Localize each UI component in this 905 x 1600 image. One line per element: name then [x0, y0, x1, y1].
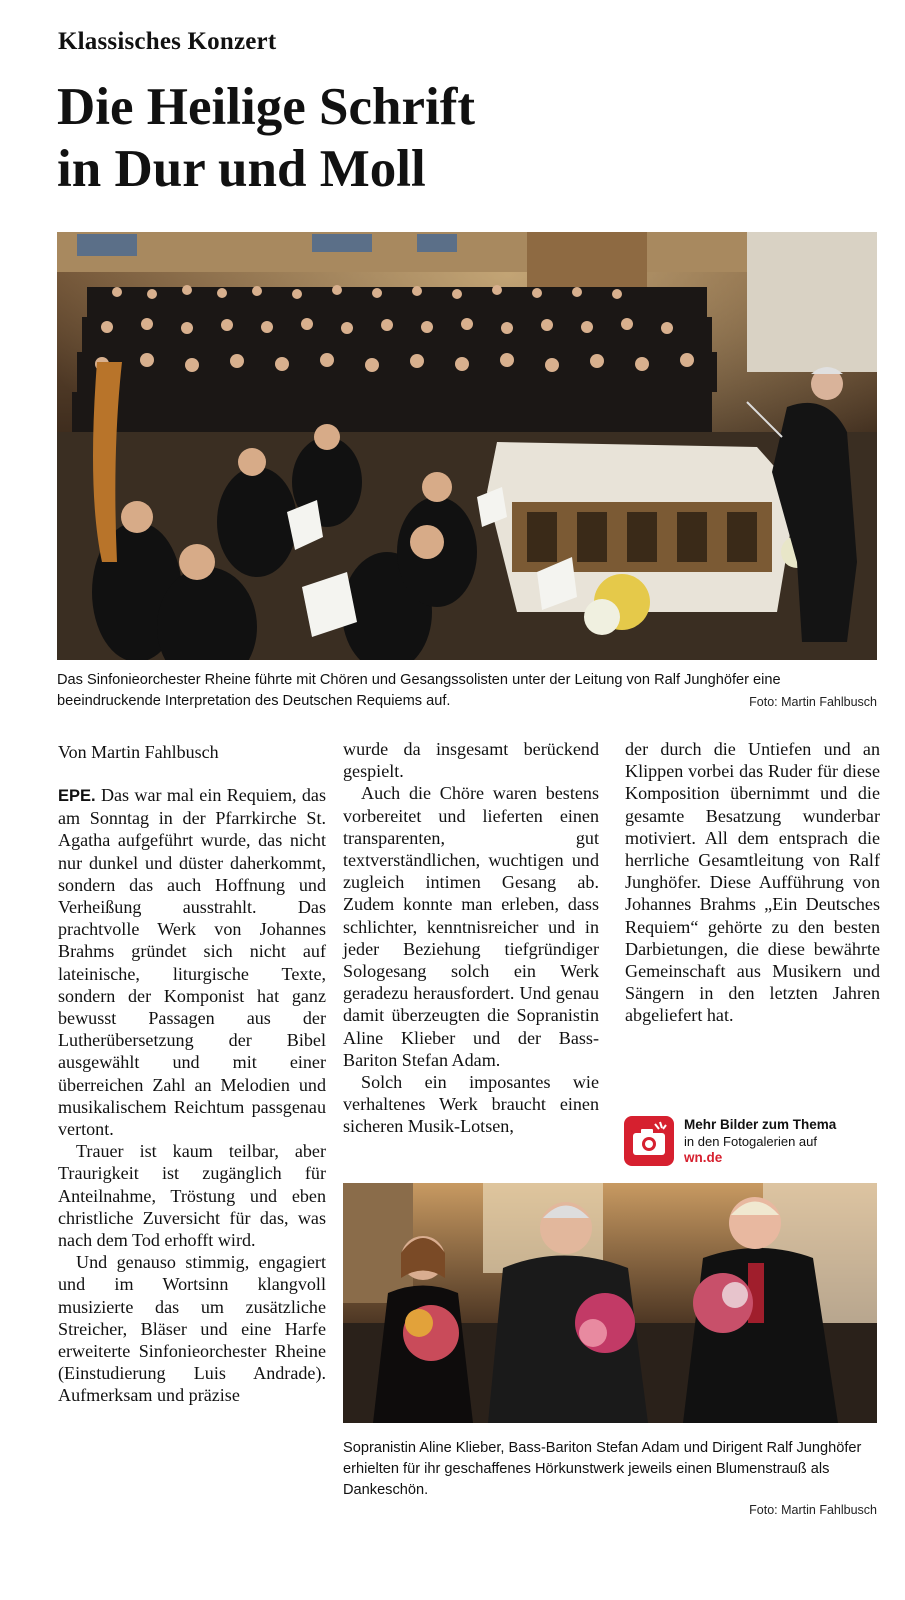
paragraph: wurde da insgesamt berückend gespielt.	[343, 739, 599, 782]
paragraph: der durch die Untiefen und an Klippen vorbei das Ruder für diese Komposition übernimmt und die gesamte Besatzung wunderbar motiviert. All dem entsprach die herrliche Gesamtleitung von Ralf Junghöfer. Diese Aufführung von Johannes Brahms „Ein Deutsches Requiem“ gehörte zu den besten Darbietungen, die diese bewährte Gemeinschaft aus Musikern und Sängern in den letzten Jahren abgeliefert hat.	[625, 739, 880, 1026]
paragraph: Auch die Chöre waren bestens vorbereitet und lieferten einen transparenten, gut textverständlichen, wuchtigen und zugleich intimen Gesang ab. Zudem konnte man erleben, dass schlichter, kenntnisreicher und in jeder Beziehung tiefgründiger Sologesang solch ein Werk geradezu herausfordert. Und genau damit überzeugten die Sopranistin Aline Klieber und der Bass-Bariton Stefan Adam.	[343, 783, 599, 1070]
paragraph: Solch ein imposantes wie verhaltenes Werk braucht einen sicheren Musik-Lotsen,	[343, 1072, 599, 1137]
dateline: EPE.	[58, 787, 96, 805]
byline: Von Martin Fahlbusch	[58, 742, 219, 762]
promo-link[interactable]: wn.de	[684, 1150, 723, 1165]
headline-line-2: in Dur und Moll	[57, 140, 426, 198]
paragraph-text: Das war mal ein Requiem, das am Sonntag in der Pfarrkirche St. Agatha aufgeführt wurde, das nicht nur dunkel und düster daherkommt, sondern das auch Hoffnung und Verheißung ausstrahlt. Das prachtvolle Werk von Johannes Brahms gründet sich nicht auf lateinische, liturgische Texte, sondern der Komponist hat ganz bewusst Passagen aus der Lutherübersetzung der Bibel ausgewählt und mit einer überreichen Zahl an Melodien und musikalischem Reichtum passgenau vertont.	[58, 785, 326, 1140]
soloists-photo-credit: Foto: Martin Fahlbusch	[749, 1503, 877, 1517]
camera-icon	[624, 1116, 674, 1166]
article-column-3	[625, 738, 880, 1027]
article-kicker: Klassisches Konzert	[58, 28, 277, 55]
article-column-2	[343, 738, 599, 1138]
photo-gallery-promo[interactable]	[624, 1116, 884, 1166]
concert-photo-credit: Foto: Martin Fahlbusch	[749, 695, 877, 709]
paragraph	[58, 784, 326, 1140]
headline-line-1: Die Heilige Schrift	[57, 78, 475, 136]
concert-photo-caption: Das Sinfonieorchester Rheine führte mit Chören und Gesangssolisten unter der Leitung von Ralf Junghöfer eine beeindruckende Interpretation des Deutschen Requiems auf.	[57, 672, 781, 709]
soloists-photo	[343, 1183, 877, 1423]
article-headline	[57, 76, 877, 200]
concert-photo	[57, 232, 877, 660]
promo-subtitle: in den Fotogalerien auf	[684, 1134, 817, 1149]
paragraph: Trauer ist kaum teilbar, aber Traurigkeit ist zugänglich für Anteilnahme, Tröstung und eben christliche Zuversicht für das, was nach dem Tod erhofft wird.	[58, 1141, 326, 1251]
paragraph: Und genauso stimmig, engagiert und im Wortsinn klangvoll musizierte das um zusätzliche Streicher, Bläser und eine Harfe erweiterte Sinfonieorchester Rheine (Einstudierung Luis Andrade). Aufmerksam und präzise	[58, 1252, 326, 1406]
soloists-photo-caption: Sopranistin Aline Klieber, Bass-Bariton Stefan Adam und Dirigent Ralf Junghöfer erhielten für ihr geschaffenes Hörkunstwerk jeweils einen Blumenstrauß als Dankeschön.	[343, 1440, 862, 1498]
article-column-1	[58, 784, 326, 1407]
promo-title: Mehr Bilder zum Thema	[684, 1117, 837, 1132]
